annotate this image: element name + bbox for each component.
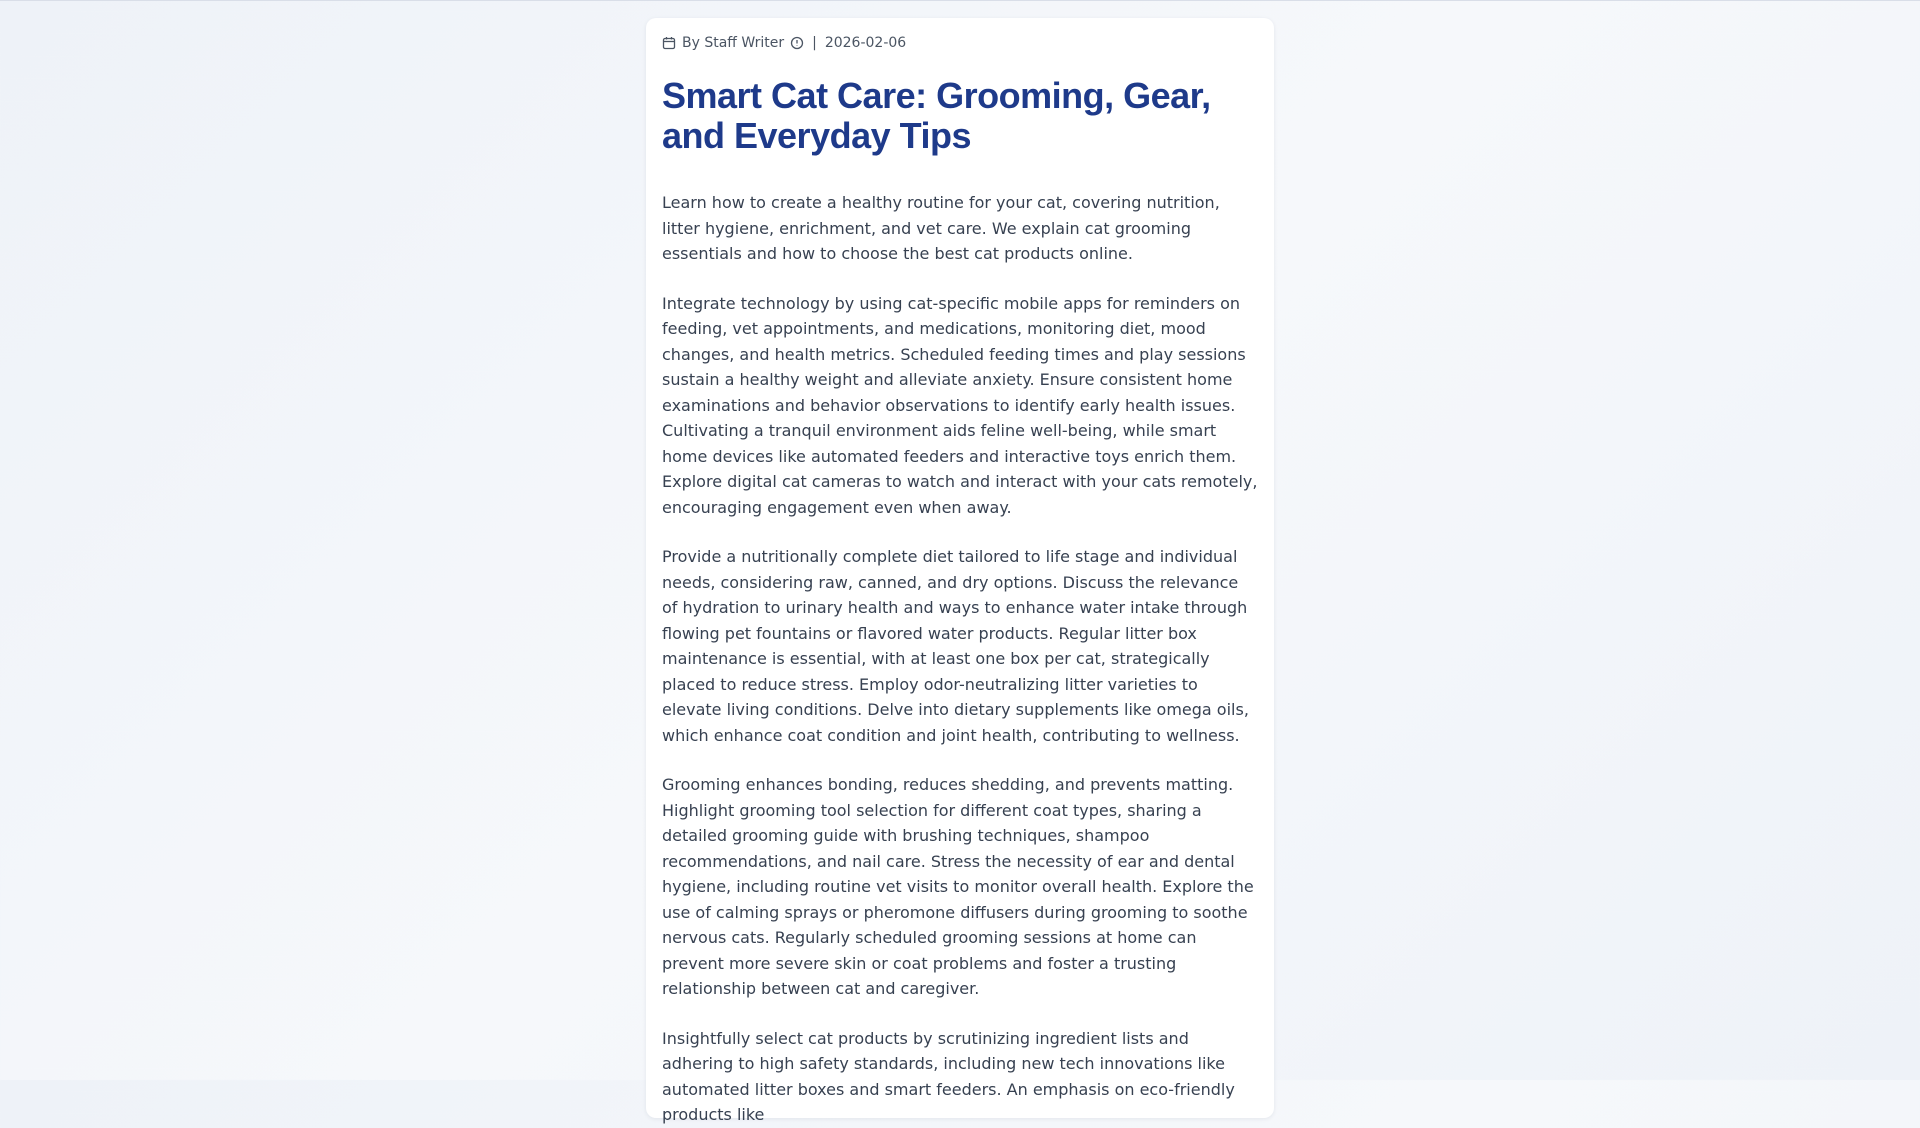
paragraph-nutrition: Provide a nutritionally complete diet tailored to life stage and individual needs, considering raw, canned, and dry options. Discuss the relevance of hydration to urinary health and ways to enhance water intake through flowing pet fountains or flavored water products. Regular litter box maintenance is essential, with at least one box per cat, strategically placed to reduce stress. Employ odor-neutralizing litter varieties to elevate living conditions. Delve into dietary supplements like omega oils, which enhance coat condition and joint health, contributing to wellness. xyxy=(662,547,1249,745)
paragraph-intro: Learn how to create a healthy routine for your cat, covering nutrition, litter hygiene, enrichment, and vet care. We explain cat grooming essentials and how to choose the best cat products online. xyxy=(662,193,1220,263)
article-meta xyxy=(662,32,1258,54)
author: By Staff Writer xyxy=(682,35,785,51)
article-title: Smart Cat Care: Grooming, Gear, and Everyday Tips xyxy=(662,75,1211,156)
article-body xyxy=(662,190,1258,1128)
paragraph-products: Insightfully select cat products by scrutinizing ingredient lists and adhering to high safety standards, including new tech innovations like automated litter boxes and smart feeders. An emphasis on eco-friendly products like xyxy=(662,1028,1235,1124)
meta-separator: | xyxy=(812,35,817,51)
article-card xyxy=(646,18,1274,1124)
paragraph-technology: Integrate technology by using cat-specific mobile apps for reminders on feeding, vet appointments, and medications, monitoring diet, mood changes, and health metrics. Scheduled feeding times and play sessions sustain a healthy weight and alleviate anxiety. Ensure consistent home examinations and behavior observations to identify early health issues. Cultivating a tranquil environment aids feline well-being, while smart home devices like automated feeders and interactive toys enrich them. Explore digital cat cameras to watch and interact with your cats remotely, encouraging engagement even when away. xyxy=(662,293,1258,517)
clock-icon xyxy=(790,36,804,50)
calendar-icon xyxy=(662,36,676,50)
paragraph-grooming: Grooming enhances bonding, reduces shedding, and prevents matting. Highlight grooming tool selection for different coat types, sharing a detailed grooming guide with brushing techniques, shampoo recommendations, and nail care. Stress the necessity of ear and dental hygiene, including routine vet visits to monitor overall health. Explore the use of calming sprays or pheromone diffusers during grooming to soothe nervous cats. Regularly scheduled grooming sessions at home can prevent more severe skin or coat problems and foster a trusting relationship between cat and caregiver. xyxy=(662,775,1254,998)
publish-date: 2026-02-06 xyxy=(824,35,907,51)
